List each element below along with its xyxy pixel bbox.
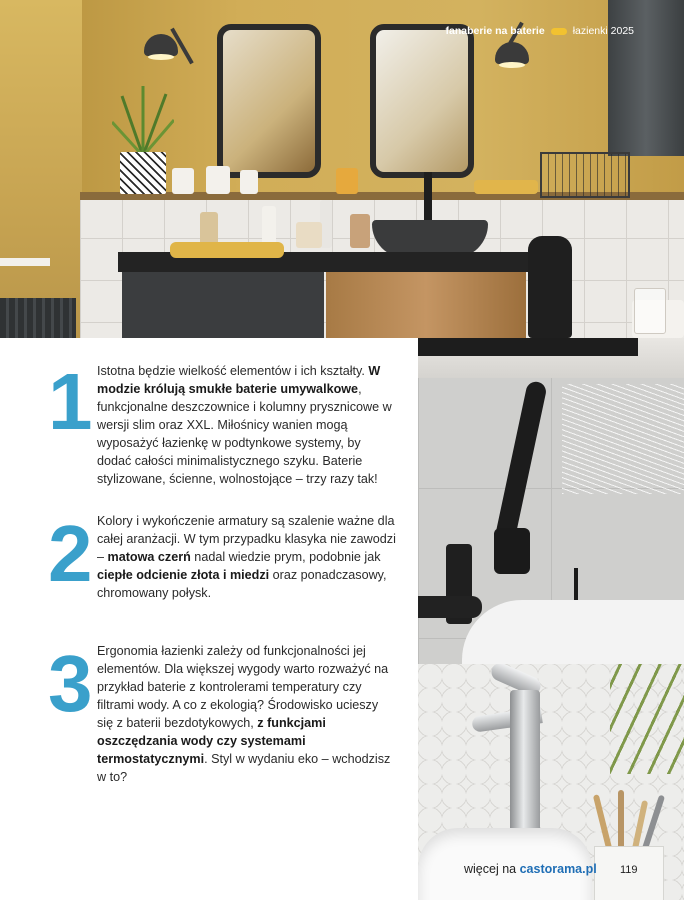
black-towel (528, 236, 572, 338)
text-run: oraz ponadczasowy, chromowany połysk. (97, 568, 387, 600)
jar (296, 222, 322, 248)
mirror-right (370, 24, 474, 178)
footer-link[interactable] (464, 862, 597, 876)
tip-text (97, 512, 397, 602)
bath-spout (418, 596, 482, 618)
header-separator (551, 28, 567, 35)
toothbrush (618, 790, 624, 850)
jar (206, 166, 230, 194)
cabinet-dark (122, 272, 324, 338)
highlight-text: W modzie królują smukłe baterie umywalkowe (97, 364, 381, 396)
jar (240, 170, 258, 194)
running-header (445, 25, 634, 37)
plant-pot (120, 152, 166, 194)
jar (172, 168, 194, 194)
candle-jar (634, 288, 666, 334)
website-link[interactable]: castorama.pl (519, 862, 597, 876)
mirror-left (217, 24, 321, 178)
basin-tap (424, 172, 432, 222)
text-run: Istotna będzie wielkość elementów i ich kształty. (97, 364, 369, 378)
potted-plant (112, 86, 174, 156)
dark-ledge (418, 338, 638, 356)
footer-prefix: więcej na (464, 862, 520, 876)
highlight-text: z funkcjami oszczędzania wody czy systemami termostatycznymi (97, 716, 326, 766)
tip-number: 3 (48, 639, 91, 728)
section-title: fanaberie na baterie (445, 25, 545, 37)
hanging-towel (608, 0, 684, 156)
bathtub (462, 600, 684, 664)
shower-handset (493, 380, 548, 550)
text-run: Kolory i wykończenie armatury są szalenie ważne dla całej aranżacji. W tym przypadku klasyka nie zawodzi – (97, 514, 396, 564)
page-number: 119 (620, 864, 638, 876)
side-wall (0, 0, 82, 338)
text-run: Ergonomia łazienki zależy od funkcjonalności jej elementów. Dla większej wygody warto rozważyć na przykład baterie z kontrolerami temperatury czy filtrami wody. A co z ekologią? Środowisko ucieszy się z baterii bezdotykowych, (97, 644, 389, 730)
radiator (0, 298, 76, 338)
yellow-towel (170, 242, 284, 258)
toothbrush (593, 794, 613, 854)
tip-text (97, 642, 397, 786)
soap-dispenser (350, 214, 370, 248)
text-run: . Styl w wydaniu eko – wchodzisz w to? (97, 752, 391, 784)
tip-number: 1 (48, 357, 91, 446)
folded-towel (474, 180, 538, 194)
text-run: , funkcjonalne deszczownice i kolumny prysznicowe w wersji slim oraz XXL. Miłośnicy wanien mogą wyposażyć łazienkę w podtynkowe systemy, by dodać całości minimalistycznego szyku. Baterie stylizowane, ścienne, wolnostojące – trzy razy tak! (97, 382, 392, 486)
wire-basket (540, 152, 630, 198)
cup (336, 168, 358, 194)
issue-title: łazienki 2025 (572, 25, 634, 37)
bathroom-vanity-photo (0, 0, 684, 338)
wall-shelf (0, 258, 50, 266)
water-spray (562, 384, 684, 494)
cabinet-wood (326, 272, 526, 338)
tip-text (97, 362, 397, 488)
highlight-text: matowa czerń (107, 550, 191, 564)
text-run: nadal wiedzie prym, podobnie jak (190, 550, 381, 564)
tap-body (510, 690, 540, 840)
black-shower-photo (418, 338, 684, 664)
plant-leaves (610, 664, 684, 774)
highlight-text: ciepłe odcienie złota i miedzi (97, 568, 270, 582)
tip-number: 2 (48, 509, 91, 598)
